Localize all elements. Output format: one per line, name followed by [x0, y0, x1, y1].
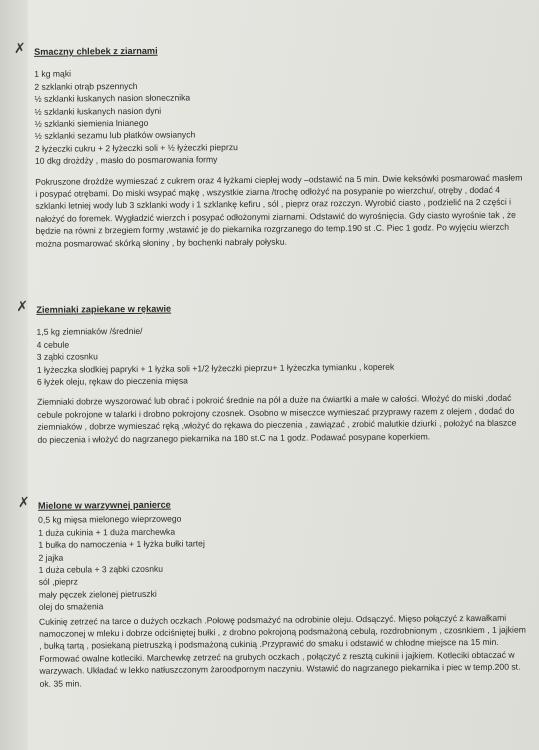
- ingredient-item: 3 ząbki czosnku: [36, 351, 98, 363]
- ingredient-list: [36, 322, 527, 388]
- ingredient-list: [34, 64, 525, 168]
- ingredient-item: 2 łyżeczki cukru + 2 łyżeczki soli + ½ łyżeczki pieprzu: [34, 141, 238, 154]
- ingredient-item: ½ szklanki łuskanych nasion dyni: [34, 105, 162, 117]
- ingredient-item: 10 dkg drożdży , masło do posmarowania formy: [34, 154, 218, 167]
- check-mark-icon: ✗: [13, 40, 26, 57]
- recipe-title: Smaczny chlebek z ziarnami: [34, 45, 158, 57]
- ingredient-item: 6 łyżek oleju, rękaw do pieczenia mięsa: [36, 375, 188, 387]
- recipe-section-meatballs: [18, 496, 530, 691]
- ingredient-item: 0,5 kg mięsa mielonego wieprzowego: [38, 513, 182, 526]
- ingredient-item: mały pęczek zielonej pietruszki: [38, 588, 157, 600]
- ingredient-item: 2 jajka: [38, 552, 64, 563]
- recipe-title: Mielone w warzywnej panierce: [37, 499, 171, 511]
- ingredient-item: ½ szklanki siemienia lnianego: [34, 117, 149, 129]
- recipe-title: Ziemniaki zapiekane w rękawie: [36, 303, 172, 315]
- ingredient-item: 1 duża cukinia + 1 duża marchewka: [38, 526, 176, 538]
- recipe-section-bread: [14, 42, 526, 304]
- ingredient-item: 1 bułka do namoczenia + 1 łyżka bułki tartej: [38, 538, 205, 551]
- ingredient-item: 1 łyżeczka słodkiej papryki + 1 łyżka soli +1/2 łyżeczki pieprzu+ 1 łyżeczka tymianku , koperek: [36, 361, 395, 375]
- check-mark-icon: ✗: [16, 298, 29, 315]
- ingredient-item: 4 cebule: [36, 339, 70, 350]
- recipe-method: Ziemniaki dobrze wyszorować lub obrać i pokroić średnie na pół a duże na ćwiartki a małe w całości. Włożyć do miski ,dodać cebule pokrojone w talarki i drobno pokrojony czosnek. Osobno w miseczce wymieszać przyprawy razem z olejem , dodać do ziemniaków , dobrze wymieszać ręką ,włożyć do rękawa do pieczenia , zawiązać , zrobić malutkie dziurki , położyć na blaszce do pieczenia i włożyć do nagrzanego piekarnika na 180 st.C na 1 godz. Podawać posypane koperkiem.: [37, 393, 517, 445]
- recipe-content: [14, 42, 530, 691]
- recipe-section-potatoes: [16, 300, 528, 500]
- ingredient-item: 2 szklanki otrąb pszennych: [34, 80, 138, 92]
- ingredient-item: sól ,pieprz: [38, 576, 78, 588]
- ingredient-item: ½ szklanki sezamu lub płatków owsianych: [34, 129, 196, 142]
- ingredient-item: olej do smażenia: [38, 601, 104, 613]
- ingredient-item: ½ szklanki łuskanych nasion słonecznika: [34, 92, 191, 105]
- ingredient-item: 1,5 kg ziemniaków /średnie/: [36, 326, 143, 338]
- recipe-method: Cukinię zetrzeć na tarce o dużych oczkach .Połowę podsmażyć na odrobinie oleju. Odsączyć. Mięso połączyć z kawałkami namoczonej w mleku i dobrze odciśniętej bułki , z drobno pokrojoną podsmażoną cebulą, rozdrobnionym , czosnkiem , 1 jajkiem , bułką tartą , posiekaną pietruszką i podsmażoną cukinią .Przyprawić do smaku i odstawić w chłodne miejsce na 15 min. Formować owalne kotleciki. Marchewkę zetrzeć na grubych oczkach , połączyć z resztą cukinii i jajkiem. Kotleciki obtaczać w warzywach. Układać w lekko natłuszczonym żaroodpornym naczyniu. Wstawić do nagrzanego piekarnika i piec w temp.200 st. ok. 35 min.: [38, 612, 526, 689]
- ingredient-list: [38, 510, 529, 614]
- ingredient-item: 1 duża cebula + 3 ząbki czosnku: [38, 563, 164, 575]
- check-mark-icon: ✗: [17, 494, 30, 511]
- ingredient-item: 1 kg mąki: [34, 68, 72, 80]
- recipe-method: Pokruszone drożdże wymieszać z cukrem oraz 4 łyżkami ciepłej wody –odstawić na 5 min. Dwie keksówki posmarować masłem i posypać otrębami. Do miski wsypać mąkę , wszystkie ziarna /trochę odłożyć na posypanie po wierzchu/, otręby , dodać 4 szklanki letniej wody lub 3 szklanki wody i 1 szklankę kefiru , sól , pieprz oraz rozczyn. Wyrobić ciasto , podzielić na 2 części i nałożyć do foremek. Wygładzić wierzch i posypać odłożonymi ziarnami. Odstawić do wyrośnięcia. Gdy ciasto wyrośnie tak , że będzie na równi z brzegiem formy ,wstawić je do piekarnika rozgrzanego do temp.190 st .C. Piec 1 godz. Po wyjęciu wierzch można posmarować skórką słoniny , by bochenki nabrały połysku.: [35, 172, 523, 249]
